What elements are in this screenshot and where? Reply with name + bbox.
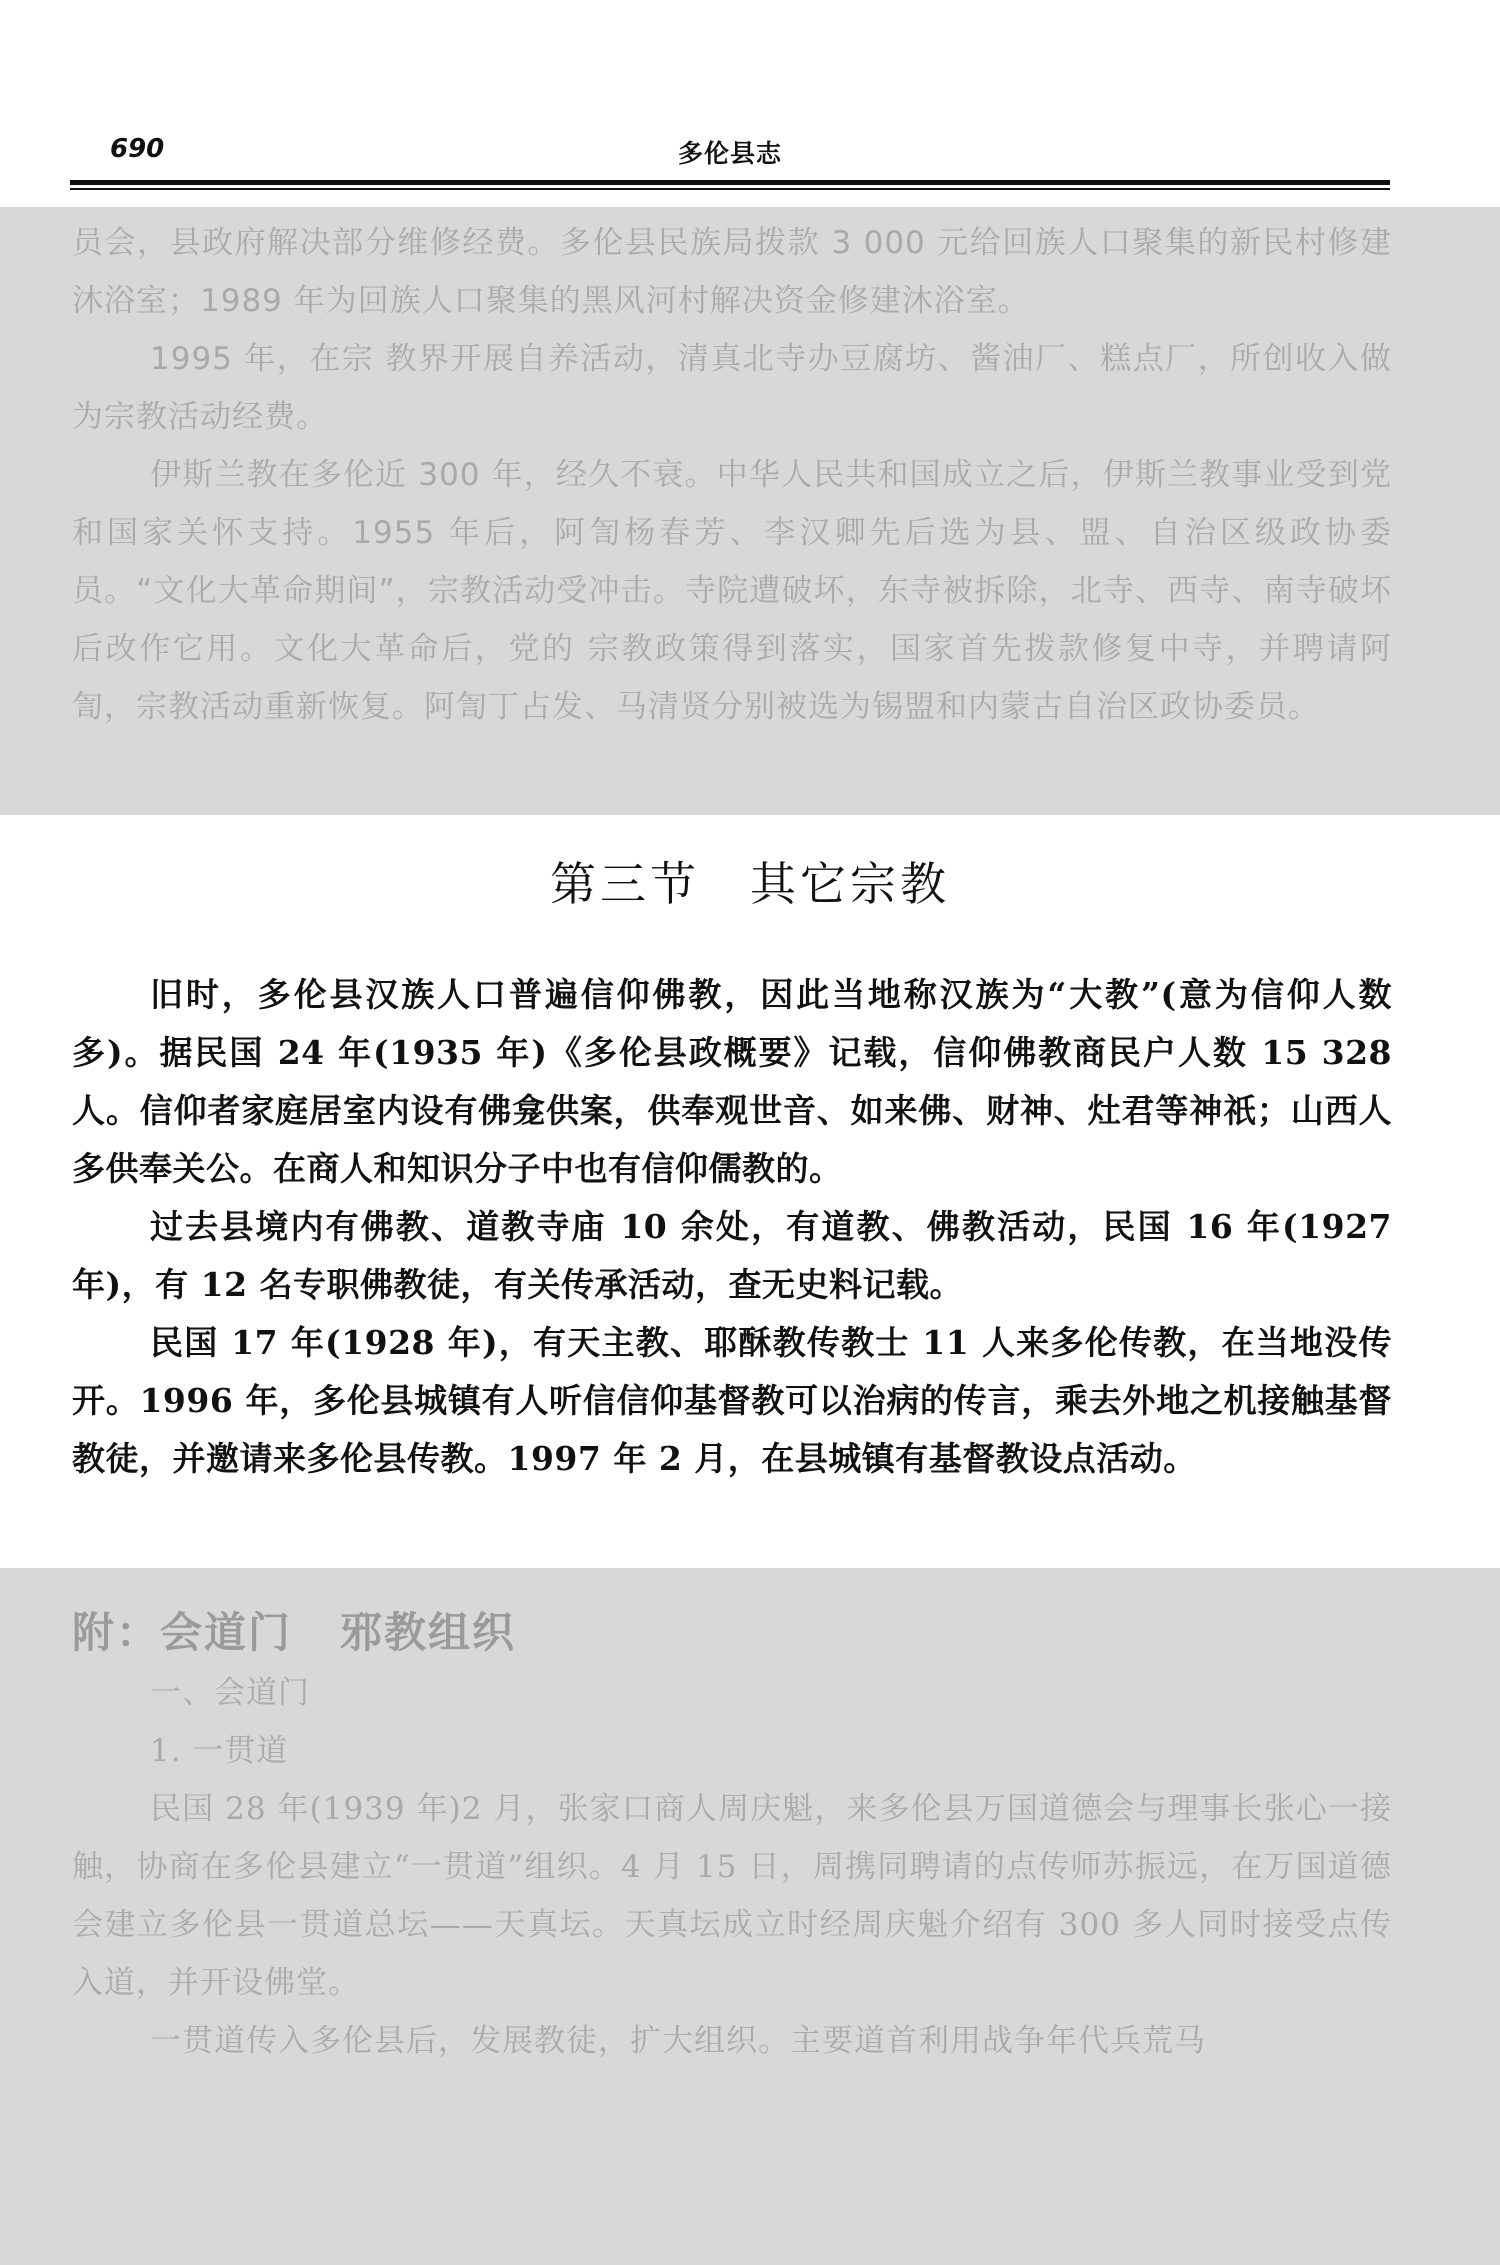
appendix-subheading-2: 1. 一贯道 xyxy=(150,1733,289,1769)
appendix-paragraph-1: 民国 28 年(1939 年)2 月，张家口商人周庆魁，来多伦县万国道德会与理事长张心一接触，协商在多伦县建立“一贯道”组织。4 月 15 日，周携同聘请的点传师苏振远，在万国道德会建立多伦县一贯道总坛——天真坛。天真坛成立时经周庆魁介绍有 300 多人同时接受点传入道，并开设佛堂。 xyxy=(72,1791,1392,2001)
page-number: 690 xyxy=(110,134,165,164)
section-title: 第三节 其它宗教 xyxy=(550,857,950,911)
top-paragraph-2: 1995 年，在宗 教界开展自养活动，清真北寺办豆腐坊、酱油厂、糕点厂，所创收入做为宗教活动经费。 xyxy=(72,341,1392,435)
top-paragraph-1: 员会，县政府解决部分维修经费。多伦县民族局拨款 3 000 元给回族人口聚集的新民村修建沐浴室；1989 年为回族人口聚集的黑风河村解决资金修建沐浴室。 xyxy=(72,225,1392,319)
appendix-subheading-1: 一、会道门 xyxy=(150,1675,310,1711)
appendix-title-part2: 邪教组织 xyxy=(340,1608,517,1657)
section-body xyxy=(72,966,1392,1488)
page-header xyxy=(70,130,1390,178)
section-paragraph-2: 过去县境内有佛教、道教寺庙 10 余处，有道教、佛教活动，民国 16 年(1927 年)，有 12 名专职佛教徒，有关传承活动，查无史料记载。 xyxy=(72,1207,1392,1304)
appendix-body xyxy=(72,1664,1392,2070)
header-rule-thick xyxy=(70,180,1390,185)
appendix-title-part1: 附：会道门 xyxy=(72,1608,293,1657)
top-section-text xyxy=(72,214,1392,736)
section-paragraph-3: 民国 17 年(1928 年)，有天主教、耶酥教传教士 11 人来多伦传教，在当地没传开。1996 年，多伦县城镇有人听信信仰基督教可以治病的传言，乘去外地之机接触基督教徒，并邀请来多伦县传教。1997 年 2 月，在县城镇有基督教设点活动。 xyxy=(72,1323,1392,1478)
header-rule-thin xyxy=(70,188,1390,190)
appendix-title xyxy=(72,1600,516,1660)
top-paragraph-3: 伊斯兰教在多伦近 300 年，经久不衰。中华人民共和国成立之后，伊斯兰教事业受到党和国家关怀支持。1955 年后，阿訇杨春芳、李汉卿先后选为县、盟、自治区级政协委员。“文化大革命期间”，宗教活动受冲击。寺院遭破坏，东寺被拆除，北寺、西寺、南寺破坏后改作它用。文化大革命后，党的 宗教政策得到落实，国家首先拨款修复中寺，并聘请阿訇，宗教活动重新恢复。阿訇丁占发、马清贤分别被选为锡盟和内蒙古自治区政协委员。 xyxy=(72,457,1392,725)
running-title: 多伦县志 xyxy=(677,139,782,168)
appendix-paragraph-2: 一贯道传入多伦县后，发展教徒，扩大组织。主要道首利用战争年代兵荒马 xyxy=(150,2023,1206,2059)
section-paragraph-1: 旧时，多伦县汉族人口普遍信仰佛教，因此当地称汉族为“大教”(意为信仰人数多)。据民国 24 年(1935 年)《多伦县政概要》记载，信仰佛教商民户人数 15 328人。信仰者家庭居室内设有佛龛供案，供奉观世音、如来佛、财神、灶君等神祇；山西人多供奉关公。在商人和知识分子中也有信仰儒教的。 xyxy=(72,975,1392,1188)
